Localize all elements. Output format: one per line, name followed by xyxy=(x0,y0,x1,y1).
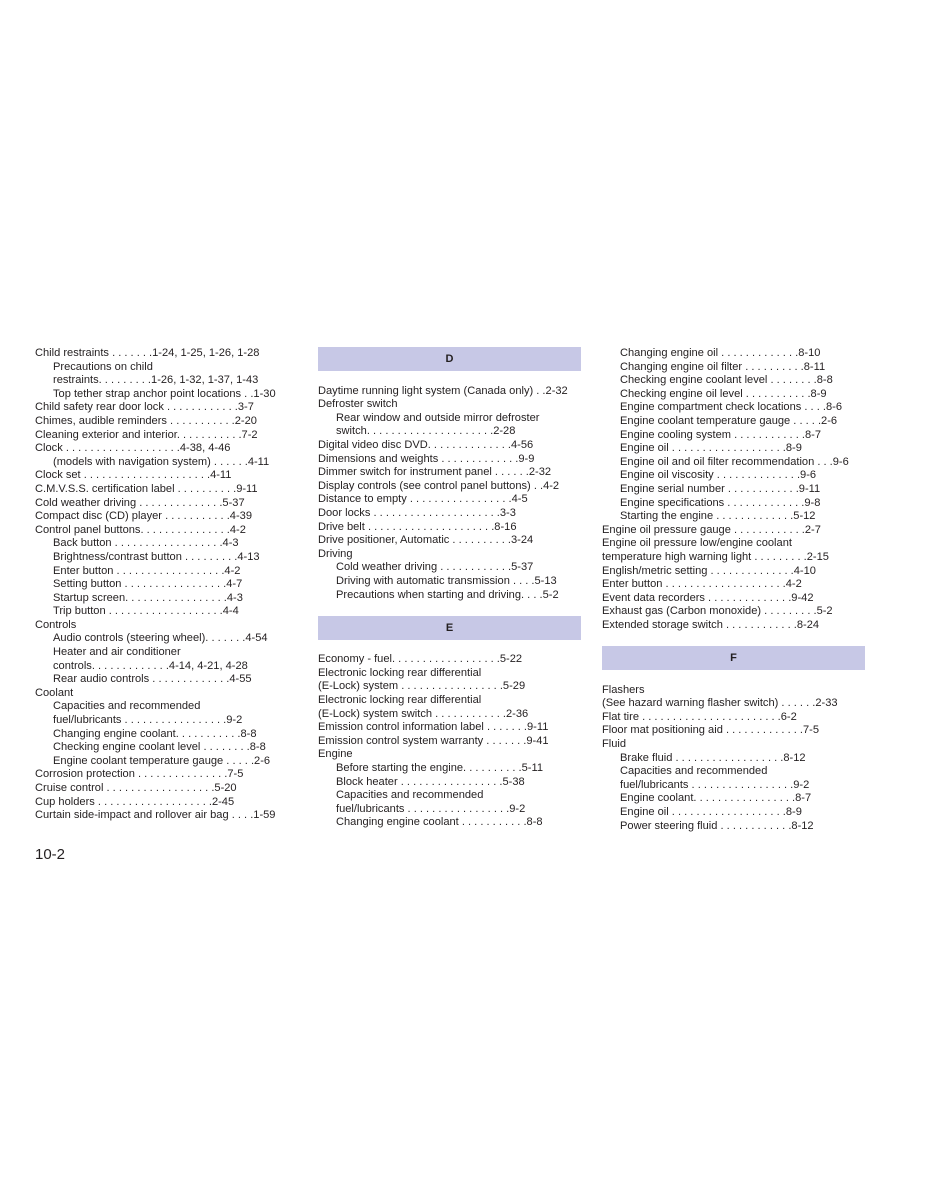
index-subentry: Engine specifications . . . . . . . . . . . . .9-8 xyxy=(620,496,821,509)
index-subentry: Trip button . . . . . . . . . . . . . . . . . . .4-4 xyxy=(53,605,239,618)
section-letter-header: D xyxy=(318,347,581,371)
index-entry: Distance to empty . . . . . . . . . . . . . . . . .4-5 xyxy=(318,493,528,506)
spacer xyxy=(602,670,865,684)
index-entry: Clock . . . . . . . . . . . . . . . . . . .4-38, 4-46 xyxy=(35,442,231,455)
index-subentry: Engine cooling system . . . . . . . . . . . .8-7 xyxy=(620,428,822,441)
index-subentry: fuel/lubricants . . . . . . . . . . . . . . . . .9-2 xyxy=(336,802,526,815)
section-letter-header: F xyxy=(602,646,865,670)
index-entry: temperature high warning light . . . . . . . . .2-15 xyxy=(602,550,829,563)
index-column-2 xyxy=(318,347,581,830)
index-entry: Corrosion protection . . . . . . . . . . . . . . .7-5 xyxy=(35,768,244,781)
index-entry: Compact disc (CD) player . . . . . . . . . . .4-39 xyxy=(35,510,253,523)
index-entry: Driving xyxy=(318,547,353,560)
index-entry: (E-Lock) system . . . . . . . . . . . . . . . . .5-29 xyxy=(318,680,526,693)
index-subentry: Engine coolant. . . . . . . . . . . . . . . . .8-7 xyxy=(620,792,812,805)
index-entry: Engine xyxy=(318,748,353,761)
index-entry: Door locks . . . . . . . . . . . . . . . . . . . . .3-3 xyxy=(318,506,516,519)
index-entry: Cruise control . . . . . . . . . . . . . . . . . .5-20 xyxy=(35,782,237,794)
index-entry: Engine oil pressure low/engine coolant xyxy=(602,537,792,550)
spacer xyxy=(318,602,581,616)
index-subentry: fuel/lubricants . . . . . . . . . . . . . . . . .9-2 xyxy=(620,778,810,791)
index-subentry: Changing engine coolant . . . . . . . . . . .8-8 xyxy=(336,816,543,829)
index-subentry: Engine oil . . . . . . . . . . . . . . . . . . .8-9 xyxy=(620,442,802,455)
index-subentry: restraints. . . . . . . . .1-26, 1-32, 1-37, 1-43 xyxy=(53,374,259,387)
page-number: 10-2 xyxy=(35,846,66,863)
index-subentry: Engine oil . . . . . . . . . . . . . . . . . . .8-9 xyxy=(620,806,802,818)
index-entry: Cleaning exterior and interior. . . . . . . . . . .7-2 xyxy=(35,428,258,441)
index-entry: Extended storage switch . . . . . . . . . . . .8-24 xyxy=(602,618,820,631)
spacer xyxy=(318,371,581,385)
index-entry: Dimensions and weights . . . . . . . . . . . . .9-9 xyxy=(318,452,535,465)
index-entry: C.M.V.S.S. certification label . . . . . . . . . .9-11 xyxy=(35,482,258,495)
spacer xyxy=(602,632,865,646)
index-entry: Emission control system warranty . . . . . . .9-41 xyxy=(318,734,549,747)
index-subentry: Engine oil viscosity . . . . . . . . . . . . . .9-6 xyxy=(620,469,817,482)
index-entry: Flashers xyxy=(602,683,645,696)
index-entry: Curtain side-impact and rollover air bag . . . .1-59 xyxy=(35,809,276,822)
index-entry: Floor mat positioning aid . . . . . . . . . . . . .7-5 xyxy=(602,724,820,737)
index-entry: Digital video disc DVD. . . . . . . . . . . . . .4-56 xyxy=(318,438,534,451)
index-subentry: Engine compartment check locations . . . .8-6 xyxy=(620,401,842,414)
index-subentry: Startup screen. . . . . . . . . . . . . . . . .4-3 xyxy=(53,591,243,604)
spacer xyxy=(318,640,581,654)
index-entry: Engine oil pressure gauge . . . . . . . . . . . .2-7 xyxy=(602,523,821,536)
index-entry: Coolant xyxy=(35,686,74,699)
index-subentry: Engine serial number . . . . . . . . . . . .9-11 xyxy=(620,482,821,495)
index-column-3 xyxy=(602,347,865,833)
index-subentry: Driving with automatic transmission . . . .5-13 xyxy=(336,574,557,587)
index-subentry: Top tether strap anchor point locations . .1-30 xyxy=(53,387,276,400)
index-subentry: Capacities and recommended xyxy=(620,765,768,778)
section-letter-header: E xyxy=(318,616,581,640)
index-entry: Dimmer switch for instrument panel . . . . . .2-32 xyxy=(318,466,552,479)
index-subentry: Power steering fluid . . . . . . . . . . . .8-12 xyxy=(620,819,814,832)
index-entry: Chimes, audible reminders . . . . . . . . . . .2-20 xyxy=(35,414,257,427)
index-subentry: Block heater . . . . . . . . . . . . . . . . .5-38 xyxy=(336,775,525,788)
index-subentry: fuel/lubricants . . . . . . . . . . . . . . . . .9-2 xyxy=(53,714,243,727)
index-entry: Cold weather driving . . . . . . . . . . . . . .5-37 xyxy=(35,496,245,509)
index-subentry: Before starting the engine. . . . . . . . . .5-11 xyxy=(336,762,543,775)
index-subentry: Brightness/contrast button . . . . . . . . .4-13 xyxy=(53,550,260,563)
index-entry: Child restraints . . . . . . .1-24, 1-25, 1-26, 1-28 xyxy=(35,347,260,359)
index-entry: Emission control information label . . . . . . .9-11 xyxy=(318,721,549,734)
index-subentry: Heater and air conditioner xyxy=(53,646,181,659)
index-subentry: Changing engine oil filter . . . . . . . . . .8-11 xyxy=(620,360,826,373)
index-subentry: Changing engine coolant. . . . . . . . . . .8-8 xyxy=(53,727,257,740)
index-entry: Economy - fuel. . . . . . . . . . . . . . . . . .5-22 xyxy=(318,653,523,666)
index-subentry: Brake fluid . . . . . . . . . . . . . . . . . .8-12 xyxy=(620,751,806,764)
index-entry: Clock set . . . . . . . . . . . . . . . . . . . . .4-11 xyxy=(35,469,232,482)
index-subentry: Capacities and recommended xyxy=(53,700,201,713)
index-subentry: Changing engine oil . . . . . . . . . . . . .8-10 xyxy=(620,347,821,359)
index-column-1 xyxy=(35,347,298,823)
index-subentry: Setting button . . . . . . . . . . . . . . . . .4-7 xyxy=(53,578,243,591)
index-subentry: Rear window and outside mirror defroster xyxy=(336,411,540,424)
index-entry: (E-Lock) system switch . . . . . . . . . . . .2-36 xyxy=(318,707,529,720)
index-subentry: controls. . . . . . . . . . . . .4-14, 4-21, 4-28 xyxy=(53,659,248,672)
index-subentry: Checking engine coolant level . . . . . . . .8-8 xyxy=(53,741,266,754)
index-subentry: Enter button . . . . . . . . . . . . . . . . . .4-2 xyxy=(53,564,241,577)
index-entry: Fluid xyxy=(602,738,627,751)
index-entry: Defroster switch xyxy=(318,398,398,411)
index-subentry: Audio controls (steering wheel). . . . . . .4-54 xyxy=(53,632,268,645)
index-entry: Daytime running light system (Canada only) . .2-32 xyxy=(318,384,568,397)
index-subentry: Rear audio controls . . . . . . . . . . . . .4-55 xyxy=(53,673,252,686)
index-subentry: Starting the engine . . . . . . . . . . . . .5-12 xyxy=(620,510,816,523)
index-subentry: Capacities and recommended xyxy=(336,789,484,802)
index-entry: Enter button . . . . . . . . . . . . . . . . . . . .4-2 xyxy=(602,578,802,591)
index-entry: Exhaust gas (Carbon monoxide) . . . . . . . . .5-2 xyxy=(602,605,833,618)
index-entry: Electronic locking rear differential xyxy=(318,666,482,679)
index-entry: Drive belt . . . . . . . . . . . . . . . . . . . . .8-16 xyxy=(318,520,517,533)
index-subentry: switch. . . . . . . . . . . . . . . . . . . . .2-28 xyxy=(336,425,516,438)
index-subentry: Engine coolant temperature gauge . . . . .2-6 xyxy=(620,414,838,427)
index-subentry: Checking engine oil level . . . . . . . . . . .8-9 xyxy=(620,387,827,400)
index-entry: Cup holders . . . . . . . . . . . . . . . . . . .2-45 xyxy=(35,795,235,808)
index-entry: (See hazard warning flasher switch) . . . . . .2-33 xyxy=(602,697,838,710)
index-subentry: Checking engine coolant level . . . . . . . .8-8 xyxy=(620,374,833,387)
index-entry: Child safety rear door lock . . . . . . . . . . . .3-7 xyxy=(35,401,254,414)
index-subentry: Precautions when starting and driving. . . .5-2 xyxy=(336,588,559,601)
index-entry: Controls xyxy=(35,618,77,631)
index-entry: English/metric setting . . . . . . . . . . . . . .4-10 xyxy=(602,564,816,577)
index-subentry: Back button . . . . . . . . . . . . . . . . . .4-3 xyxy=(53,537,239,550)
index-subentry: Precautions on child xyxy=(53,360,153,373)
index-entry: Electronic locking rear differential xyxy=(318,694,482,707)
index-entry: Event data recorders . . . . . . . . . . . . . .9-42 xyxy=(602,591,814,604)
index-subentry: Engine oil and oil filter recommendation . . .9-6 xyxy=(620,455,849,468)
index-subentry: Engine coolant temperature gauge . . . . .2-6 xyxy=(53,754,271,767)
index-subentry: Cold weather driving . . . . . . . . . . . .5-37 xyxy=(336,561,534,574)
index-entry: Control panel buttons. . . . . . . . . . . . . . .4-2 xyxy=(35,523,246,536)
index-entry: Display controls (see control panel buttons) . .4-2 xyxy=(318,479,560,492)
index-entry: Drive positioner, Automatic . . . . . . . . . .3-24 xyxy=(318,534,534,547)
index-entry: Flat tire . . . . . . . . . . . . . . . . . . . . . . .6-2 xyxy=(602,710,797,723)
index-subentry: (models with navigation system) . . . . . .4-11 xyxy=(53,455,270,468)
